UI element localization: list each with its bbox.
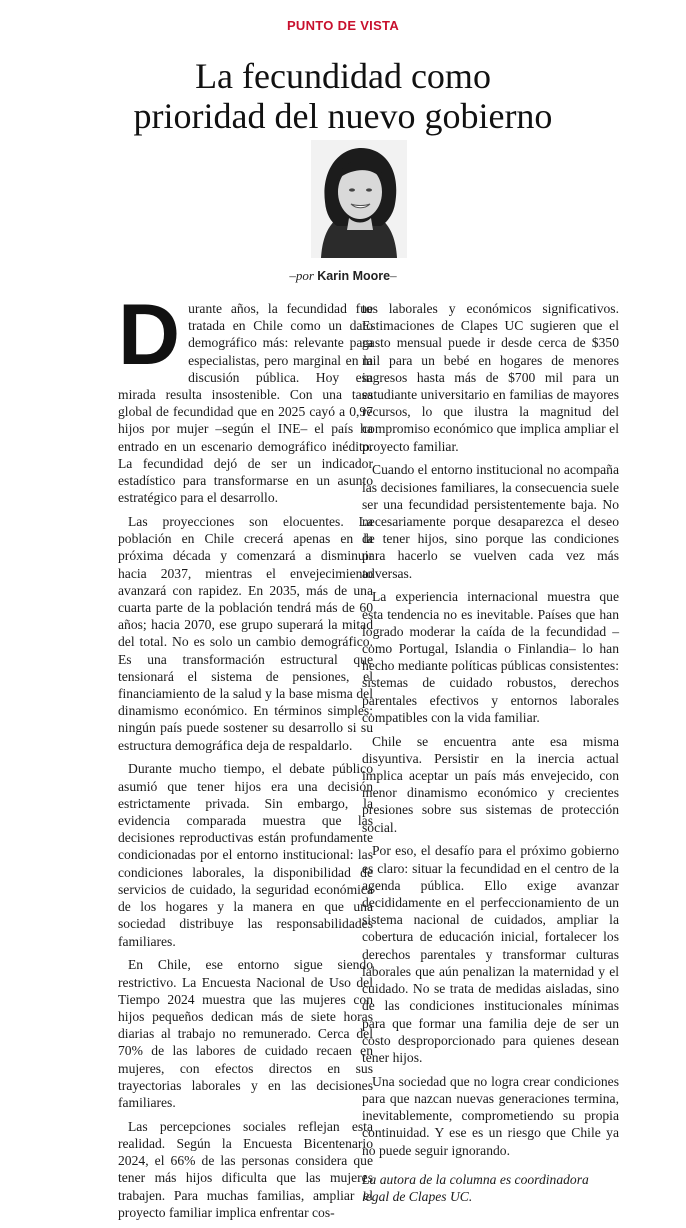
byline-prefix: –por bbox=[289, 268, 314, 283]
paragraph: tos laborales y económicos significativos. Estimaciones de Clapes UC sugieren que el gasto mensual puede ir desde cerca de $350 mil para un bebé en hogares de menores ingresos hasta más de $700 mil para un estudiante universitario en familias de mayores recursos, lo que ilustra la magnitud del compromiso económico que implica ampliar el proyecto familiar. bbox=[362, 301, 619, 454]
author-portrait-svg bbox=[311, 140, 407, 258]
headline-line-1: La fecundidad como bbox=[195, 56, 491, 96]
byline bbox=[0, 268, 686, 284]
byline-suffix: – bbox=[390, 268, 397, 283]
paragraph: Chile se encuentra ante esa misma disyuntiva. Persistir en la inercia actual implica aceptar un país más envejecido, con menor dinamismo económico y crecientes presiones sobre sus sistemas de protección social. bbox=[362, 733, 619, 835]
paragraph: Durante años, la fecundidad fue tratada en Chile como un dato demográfico más: relevante para especialistas, pero marginal en la discusión pública. Hoy esa mirada resulta insostenible. Con una tasa global de fecundidad que en 2025 cayó a 0,97 hijos por mujer –según el INE– el país ha entrado en un escenario demográfico inédito. La fecundidad dejó de ser un indicador estadístico para transformarse en un asunto estratégico para el desarrollo. bbox=[118, 287, 373, 506]
author-portrait-icon bbox=[311, 140, 407, 258]
author-name: Karin Moore bbox=[317, 269, 391, 283]
paragraph: En Chile, ese entorno sigue siendo restrictivo. La Encuesta Nacional de Uso del Tiempo 2024 muestra que las mujeres con hijos pequeños dedican más de siete horas diarias al trabajo no remunerado. Cerca del 70% de las labores de cuidado recaen en mujeres, con efectos directos en sus trayectorias laborales y en las decisiones familiares. bbox=[118, 957, 373, 1110]
paragraph: Las percepciones sociales reflejan esta realidad. Según la Encuesta Bicentenario 2024, el 66% de las personas considera que tener más hijos dificulta que las mujeres trabajen. Para muchas familias, ampliar el proyecto familiar implica enfrentar cos- bbox=[118, 1118, 373, 1220]
paragraph: Durante mucho tiempo, el debate público asumió que tener hijos era una decisión estrictamente privada. Sin embargo, la evidencia comparada muestra que las decisiones reproductivas están profundamente condicionadas por el entorno institucional: las condiciones laborales, la disponibilidad de servicios de cuidado, la seguridad económica de los hogares y la manera en que una sociedad distribuye las responsabilidades familiares. bbox=[118, 761, 373, 949]
headline-line-2: prioridad del nuevo gobierno bbox=[133, 96, 553, 136]
paragraph: Una sociedad que no logra crear condiciones para que nazcan nuevas generaciones termina, inevitablemente, comprometiendo su propia continuidad. Y ese es un riesgo que Chile ya no puede seguir ignorando. bbox=[362, 1073, 619, 1158]
paragraph: Cuando el entorno institucional no acompaña las decisiones familiares, la consecuencia suele ser una fecundidad persistentemente baja. No necesariamente porque desaparezca el deseo de tener hijos, sino porque las condiciones para hacerlo se vuelven cada vez más adversas. bbox=[362, 462, 619, 581]
paragraph: La experiencia internacional muestra que esta tendencia no es inevitable. Países que han logrado moderar la caída de la fecundidad –como Portugal, Islandia o Finlandia– lo han hecho mediante políticas públicas consistentes: sistemas de cuidado robustos, derechos parentales efectivos y entornos laborales compatibles con la vida familiar. bbox=[362, 589, 619, 725]
paragraph: Las proyecciones son elocuentes. La población en Chile crecerá apenas en la próxima década y comenzará a disminuir hacia 2037, mientras el envejecimiento avanzará con rapidez. En 2035, más de una cuarta parte de la población tendrá más de 60 años; hacia 2070, ese grupo superará la mitad del total. No es solo un cambio demográfico. Es una transformación estructural que tensionará el sistema de pensiones, el financiamiento de la salud y la base misma del dinamismo económico. En términos simples: ningún país puede sostener su desarrollo si su estructura demográfica deja de respaldarlo. bbox=[118, 514, 373, 753]
section-label: PUNTO DE VISTA bbox=[286, 18, 400, 33]
paragraph: Por eso, el desafío para el próximo gobierno es claro: situar la fecundidad en el centro de la agenda pública. Ello exige avanzar decididamente en el perfeccionamiento de un sistema nacional de cuidados, ampliar la cobertura de educación inicial, fortalecer los derechos parentales y transformar culturas laborales que aún penalizan la maternidad y el cuidado. No se trata de medidas aisladas, sino de las condiciones institucionales mínimas para que formar una familia deje de ser un costo desproporcionado para quienes desean tener hijos. bbox=[362, 843, 619, 1065]
headline bbox=[0, 56, 686, 136]
right-column bbox=[362, 300, 619, 1212]
left-column bbox=[118, 287, 373, 1228]
drop-cap: D bbox=[118, 287, 181, 383]
author-footnote: La autora de la columna es coordinadora legal de Clapes UC. bbox=[362, 1171, 589, 1204]
